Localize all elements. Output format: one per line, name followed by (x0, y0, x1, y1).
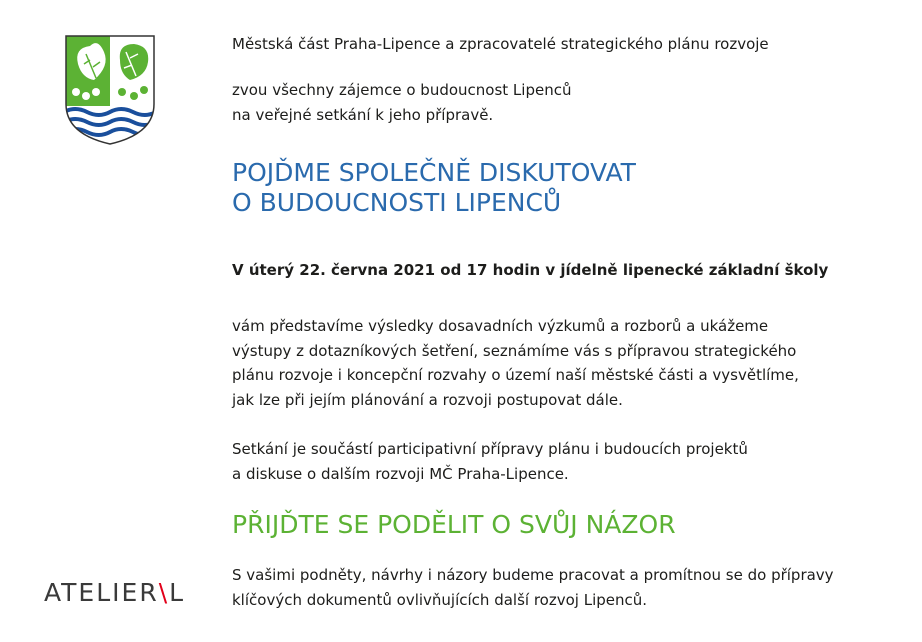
context-line: a diskuse o dalším rozvoji MČ Praha-Lipence. (232, 464, 569, 483)
invite-line: zvou všechny zájemce o budoucnost Lipenců (232, 81, 572, 99)
feedback-line: klíčových dokumentů ovlivňujících další rozvoj Lipenců. (232, 590, 648, 609)
atelier-logo (44, 578, 185, 607)
atelier-logo-slash: \ (158, 578, 170, 607)
atelier-logo-part1: ATELIER (44, 578, 159, 607)
program-paragraph (232, 314, 799, 412)
event-date: V úterý 22. června 2021 od 17 hodin v jídelně lipenecké základní školy (232, 261, 829, 279)
invite-line: na veřejné setkání k jeho přípravě. (232, 105, 494, 124)
coat-of-arms-logo (64, 34, 156, 146)
organizer-line: Městská část Praha-Lipence a zpracovatelé strategického plánu rozvoje (232, 35, 769, 53)
program-line: výstupy z dotazníkových šetření, seznámíme vás s přípravou strategického (232, 341, 797, 360)
program-line: vám představíme výsledky dosavadních výzkumů a rozborů a ukážeme (232, 317, 769, 335)
atelier-logo-part2: L (169, 578, 186, 607)
program-line: jak lze při jejím plánování a rozvoji postupovat dále. (232, 390, 623, 409)
program-line: plánu rozvoje i koncepční rozvahy o území naší městské části a vysvětlíme, (232, 366, 799, 384)
feedback-line: S vašimi podněty, návrhy i názory budeme pracovat a promítnou se do přípravy (232, 566, 834, 584)
context-line: Setkání je součástí participativní přípravy plánu i budoucích projektů (232, 440, 748, 458)
main-heading-line: POJĎME SPOLEČNĚ DISKUTOVAT (232, 158, 636, 187)
call-to-action-heading: PŘIJĎTE SE PODĚLIT O SVŮJ NÁZOR (232, 510, 676, 539)
feedback-paragraph (232, 563, 834, 612)
main-heading-line: O BUDOUCNOSTI LIPENCŮ (232, 188, 562, 217)
main-heading (232, 158, 636, 218)
context-paragraph (232, 437, 748, 486)
invite-paragraph (232, 78, 571, 127)
